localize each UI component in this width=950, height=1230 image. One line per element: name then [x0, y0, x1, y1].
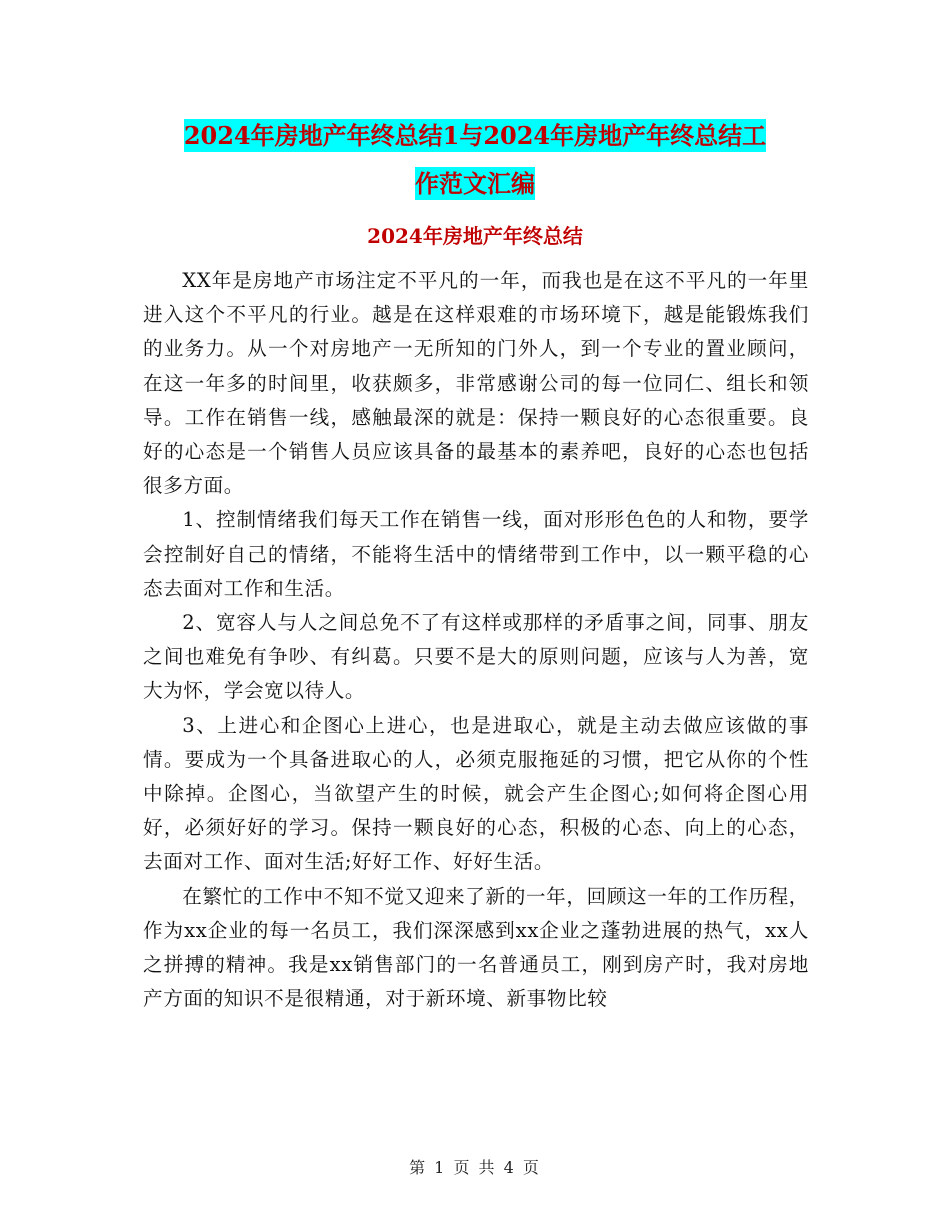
document-body: [143, 264, 809, 1016]
page-number-footer: 第 1 页 共 4 页: [409, 1158, 541, 1177]
paragraph: 3、上进心和企图心上进心，也是进取心，就是主动去做应该做的事情。要成为一个具备进取心的人，必须克服拖延的习惯，把它从你的个性中除掉。企图心，当欲望产生的时候，就会产生企图心;如何将企图心用好，必须好好的学习。保持一颗良好的心态，积极的心态、向上的心态，去面对工作、面对生活;好好工作、好好生活。: [143, 713, 809, 874]
document-title: [140, 112, 810, 208]
document-title-line2: 作范文汇编: [415, 169, 535, 198]
document-title-line1: 2024年房地产年终总结1与2024年房地产年终总结工: [183, 121, 767, 150]
paragraph: 在繁忙的工作中不知不觉又迎来了新的一年，回顾这一年的工作历程，作为xx企业的每一名员工，我们深深感到xx企业之蓬勃进展的热气，xx人之拼搏的精神。我是xx销售部门的一名普通员工，刚到房产时，我对房地产方面的知识不是很精通，对于新环境、新事物比较: [143, 884, 809, 1011]
section-title: 2024年房地产年终总结: [367, 224, 583, 248]
paragraph: 1、控制情绪我们每天工作在销售一线，面对形形色色的人和物，要学会控制好自己的情绪，不能将生活中的情绪带到工作中，以一颗平稳的心态去面对工作和生活。: [143, 508, 809, 600]
paragraph: 2、宽容人与人之间总免不了有这样或那样的矛盾事之间，同事、朋友之间也难免有争吵、有纠葛。只要不是大的原则问题，应该与人为善，宽大为怀，学会宽以待人。: [143, 611, 809, 703]
paragraph: XX年是房地产市场注定不平凡的一年，而我也是在这不平凡的一年里进入这个不平凡的行业。越是在这样艰难的市场环境下，越是能锻炼我们的业务力。从一个对房地产一无所知的门外人，到一个专业的置业顾问，在这一年多的时间里，收获颇多，非常感谢公司的每一位同仁、组长和领导。工作在销售一线，感触最深的就是：保持一颗良好的心态很重要。良好的心态是一个销售人员应该具备的最基本的素养吧，良好的心态也包括很多方面。: [143, 269, 809, 498]
